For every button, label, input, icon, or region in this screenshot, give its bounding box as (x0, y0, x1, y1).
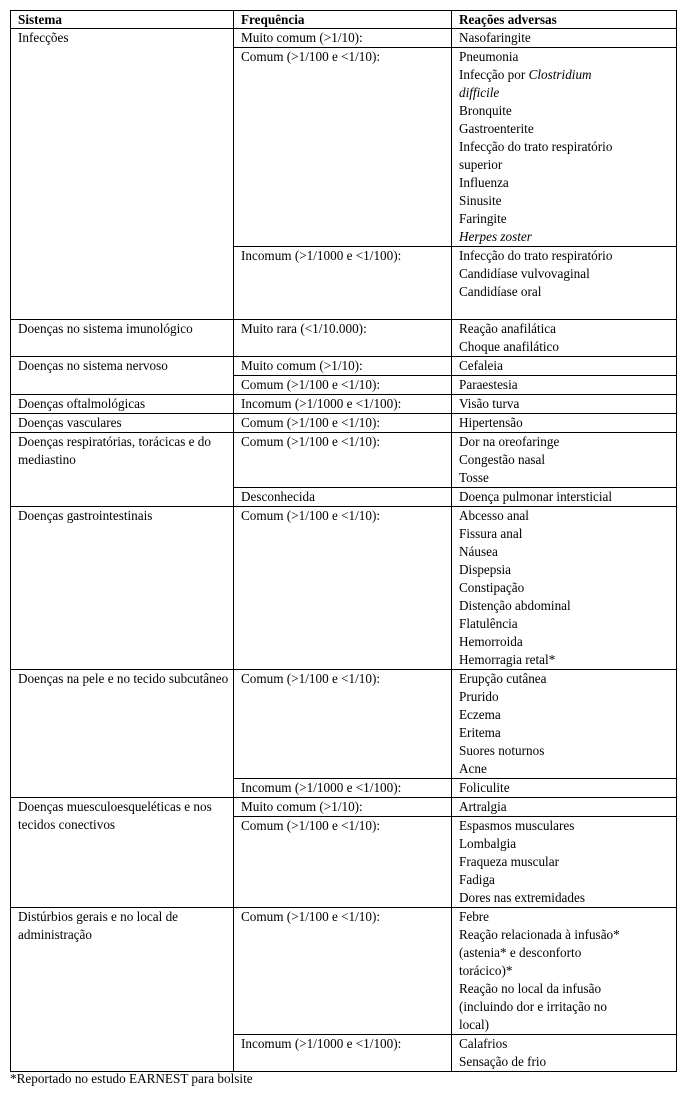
header-sistema: Sistema (11, 11, 234, 29)
system-cell: Doenças no sistema imunológico (11, 320, 234, 357)
reaction-item (459, 651, 673, 669)
reaction-item (459, 451, 673, 469)
adverse-reactions-table (10, 10, 677, 1072)
reactions-cell (452, 247, 677, 320)
reactions-cell (452, 395, 677, 414)
reaction-text: Náusea (459, 544, 498, 559)
reactions-cell (452, 29, 677, 48)
frequency-cell: Incomum (>1/1000 e <1/100): (234, 247, 452, 320)
reaction-text: Espasmos musculares (459, 818, 575, 833)
reaction-text: Fissura anal (459, 526, 523, 541)
reaction-text: Acne (459, 761, 487, 776)
reaction-item (459, 724, 673, 742)
table-row (11, 357, 677, 376)
reactions-cell (452, 908, 677, 1035)
reaction-text: Dor na oreofaringe (459, 434, 560, 449)
reaction-item (459, 908, 673, 926)
reaction-item (459, 1016, 673, 1034)
table-header-row (11, 11, 677, 29)
reaction-item (459, 817, 673, 835)
reaction-item (459, 779, 673, 797)
reaction-text: Sinusite (459, 193, 502, 208)
reaction-text: Reação anafilática (459, 321, 557, 336)
system-cell: Doenças respiratórias, torácicas e do mediastino (11, 433, 234, 507)
reaction-item (459, 998, 673, 1016)
reaction-text: torácico)* (459, 963, 513, 978)
reaction-text: Calafrios (459, 1036, 508, 1051)
reaction-text: Cefaleia (459, 358, 503, 373)
reaction-item (459, 414, 673, 432)
reaction-text: Dores nas extremidades (459, 890, 585, 905)
frequency-cell: Incomum (>1/1000 e <1/100): (234, 779, 452, 798)
reaction-item (459, 1053, 673, 1071)
table-row (11, 320, 677, 357)
reaction-item (459, 265, 673, 283)
reaction-item (459, 174, 673, 192)
reaction-text: Lombalgia (459, 836, 517, 851)
reaction-item (459, 835, 673, 853)
reaction-item (459, 1035, 673, 1053)
reaction-item (459, 102, 673, 120)
reactions-cell (452, 779, 677, 798)
reaction-item (459, 525, 673, 543)
table-row (11, 670, 677, 779)
system-cell: Infecções (11, 29, 234, 320)
reaction-text: Doença pulmonar intersticial (459, 489, 613, 504)
reaction-text: Influenza (459, 175, 509, 190)
table-row (11, 798, 677, 817)
reaction-text: Fraqueza muscular (459, 854, 559, 869)
reaction-item (459, 48, 673, 66)
frequency-cell: Comum (>1/100 e <1/10): (234, 48, 452, 247)
frequency-cell: Comum (>1/100 e <1/10): (234, 376, 452, 395)
reaction-text: Candidíase oral (459, 284, 542, 299)
reaction-item (459, 889, 673, 907)
reaction-item (459, 760, 673, 778)
footnote: *Reportado no estudo EARNEST para bolsite (10, 1071, 253, 1086)
system-cell: Doenças na pele e no tecido subcutâneo (11, 670, 234, 798)
reactions-cell (452, 1035, 677, 1072)
reaction-item (459, 507, 673, 525)
reaction-text: Constipação (459, 580, 525, 595)
reaction-item (459, 962, 673, 980)
system-cell: Doenças gastrointestinais (11, 507, 234, 670)
reaction-text: (astenia* e desconforto (459, 945, 582, 960)
reaction-item (459, 228, 673, 246)
reaction-item (459, 192, 673, 210)
reaction-item (459, 633, 673, 651)
reaction-text: Hemorroida (459, 634, 523, 649)
reaction-item (459, 301, 673, 319)
frequency-cell: Muito comum (>1/10): (234, 29, 452, 48)
reactions-cell (452, 376, 677, 395)
reaction-text: Bronquite (459, 103, 512, 118)
table-row (11, 908, 677, 1035)
reaction-italic-text: Clostridium (528, 67, 592, 82)
reaction-text: Hipertensão (459, 415, 523, 430)
reactions-cell (452, 817, 677, 908)
reactions-cell (452, 798, 677, 817)
reaction-item (459, 66, 673, 84)
header-frequencia: Frequência (234, 11, 452, 29)
reaction-item (459, 579, 673, 597)
system-cell: Doenças no sistema nervoso (11, 357, 234, 395)
reaction-italic-text: Herpes zoster (459, 229, 532, 244)
reaction-text: Faringite (459, 211, 507, 226)
reaction-item (459, 597, 673, 615)
reaction-text: Erupção cutânea (459, 671, 547, 686)
reaction-text: Prurido (459, 689, 499, 704)
table-row (11, 507, 677, 670)
reaction-item (459, 871, 673, 889)
reaction-text: Nasofaringite (459, 30, 531, 45)
reaction-item (459, 488, 673, 506)
reaction-italic-text: difficile (459, 85, 500, 100)
reaction-item (459, 29, 673, 47)
reaction-item (459, 338, 673, 356)
reactions-cell (452, 488, 677, 507)
table-row (11, 414, 677, 433)
reaction-text: Visão turva (459, 396, 520, 411)
system-cell: Doenças vasculares (11, 414, 234, 433)
reaction-text: Foliculite (459, 780, 510, 795)
reaction-item (459, 561, 673, 579)
reaction-text: Choque anafilático (459, 339, 559, 354)
frequency-cell: Comum (>1/100 e <1/10): (234, 507, 452, 670)
reaction-item (459, 395, 673, 413)
reaction-item (459, 247, 673, 265)
reaction-text: Paraestesia (459, 377, 518, 392)
reaction-item (459, 980, 673, 998)
reaction-item (459, 688, 673, 706)
reaction-text: Artralgia (459, 799, 507, 814)
reaction-text: Candidíase vulvovaginal (459, 266, 590, 281)
reaction-text: Abcesso anal (459, 508, 529, 523)
reaction-text: Febre (459, 909, 490, 924)
reaction-text: Reação relacionada à infusão* (459, 927, 620, 942)
reaction-text: Suores noturnos (459, 743, 545, 758)
reaction-text: Infecção por (459, 67, 529, 82)
reaction-text: Reação no local da infusão (459, 981, 602, 996)
system-cell: Doenças muesculoesqueléticas e nos tecidos conectivos (11, 798, 234, 908)
reaction-text: Infecção do trato respiratório (459, 248, 613, 263)
reactions-cell (452, 414, 677, 433)
reaction-item (459, 210, 673, 228)
reaction-text: Congestão nasal (459, 452, 546, 467)
reaction-text: Eritema (459, 725, 501, 740)
reaction-text: superior (459, 157, 503, 172)
reaction-item (459, 926, 673, 944)
reaction-item (459, 138, 673, 156)
frequency-cell: Comum (>1/100 e <1/10): (234, 670, 452, 779)
reaction-text: Sensação de frio (459, 1054, 547, 1069)
reactions-cell (452, 670, 677, 779)
reaction-text: Tosse (459, 470, 489, 485)
reactions-cell (452, 357, 677, 376)
reaction-item (459, 469, 673, 487)
reaction-text: Fadiga (459, 872, 495, 887)
reaction-item (459, 283, 673, 301)
reaction-text: Distenção abdominal (459, 598, 571, 613)
frequency-cell: Muito comum (>1/10): (234, 357, 452, 376)
frequency-cell: Incomum (>1/1000 e <1/100): (234, 395, 452, 414)
frequency-cell: Desconhecida (234, 488, 452, 507)
frequency-cell: Comum (>1/100 e <1/10): (234, 433, 452, 488)
reaction-item (459, 84, 673, 102)
reaction-item (459, 156, 673, 174)
table-row (11, 395, 677, 414)
reactions-cell (452, 320, 677, 357)
frequency-cell: Comum (>1/100 e <1/10): (234, 414, 452, 433)
frequency-cell: Muito rara (<1/10.000): (234, 320, 452, 357)
reaction-item (459, 853, 673, 871)
reaction-item (459, 944, 673, 962)
reactions-cell (452, 507, 677, 670)
reaction-item (459, 320, 673, 338)
reaction-item (459, 120, 673, 138)
frequency-cell: Comum (>1/100 e <1/10): (234, 817, 452, 908)
reaction-item (459, 376, 673, 394)
reaction-item (459, 433, 673, 451)
reaction-text: Hemorragia retal* (459, 652, 556, 667)
table-row (11, 29, 677, 48)
reaction-item (459, 670, 673, 688)
reactions-cell (452, 48, 677, 247)
reaction-text: Pneumonia (459, 49, 519, 64)
reaction-item (459, 357, 673, 375)
reaction-text: Infecção do trato respiratório (459, 139, 613, 154)
frequency-cell: Comum (>1/100 e <1/10): (234, 908, 452, 1035)
frequency-cell: Incomum (>1/1000 e <1/100): (234, 1035, 452, 1072)
reaction-text: Flatulência (459, 616, 518, 631)
reaction-item (459, 543, 673, 561)
system-cell: Doenças oftalmológicas (11, 395, 234, 414)
reaction-text: Dispepsia (459, 562, 512, 577)
reaction-text: Eczema (459, 707, 501, 722)
frequency-cell: Muito comum (>1/10): (234, 798, 452, 817)
reactions-cell (452, 433, 677, 488)
header-reacoes: Reações adversas (452, 11, 677, 29)
reaction-text: local) (459, 1017, 490, 1032)
table-row (11, 433, 677, 488)
reaction-item (459, 798, 673, 816)
reaction-item (459, 706, 673, 724)
reaction-item (459, 615, 673, 633)
system-cell: Distúrbios gerais e no local de administração (11, 908, 234, 1072)
reaction-text: Gastroenterite (459, 121, 534, 136)
reaction-text: (incluindo dor e irritação no (459, 999, 607, 1014)
reaction-item (459, 742, 673, 760)
